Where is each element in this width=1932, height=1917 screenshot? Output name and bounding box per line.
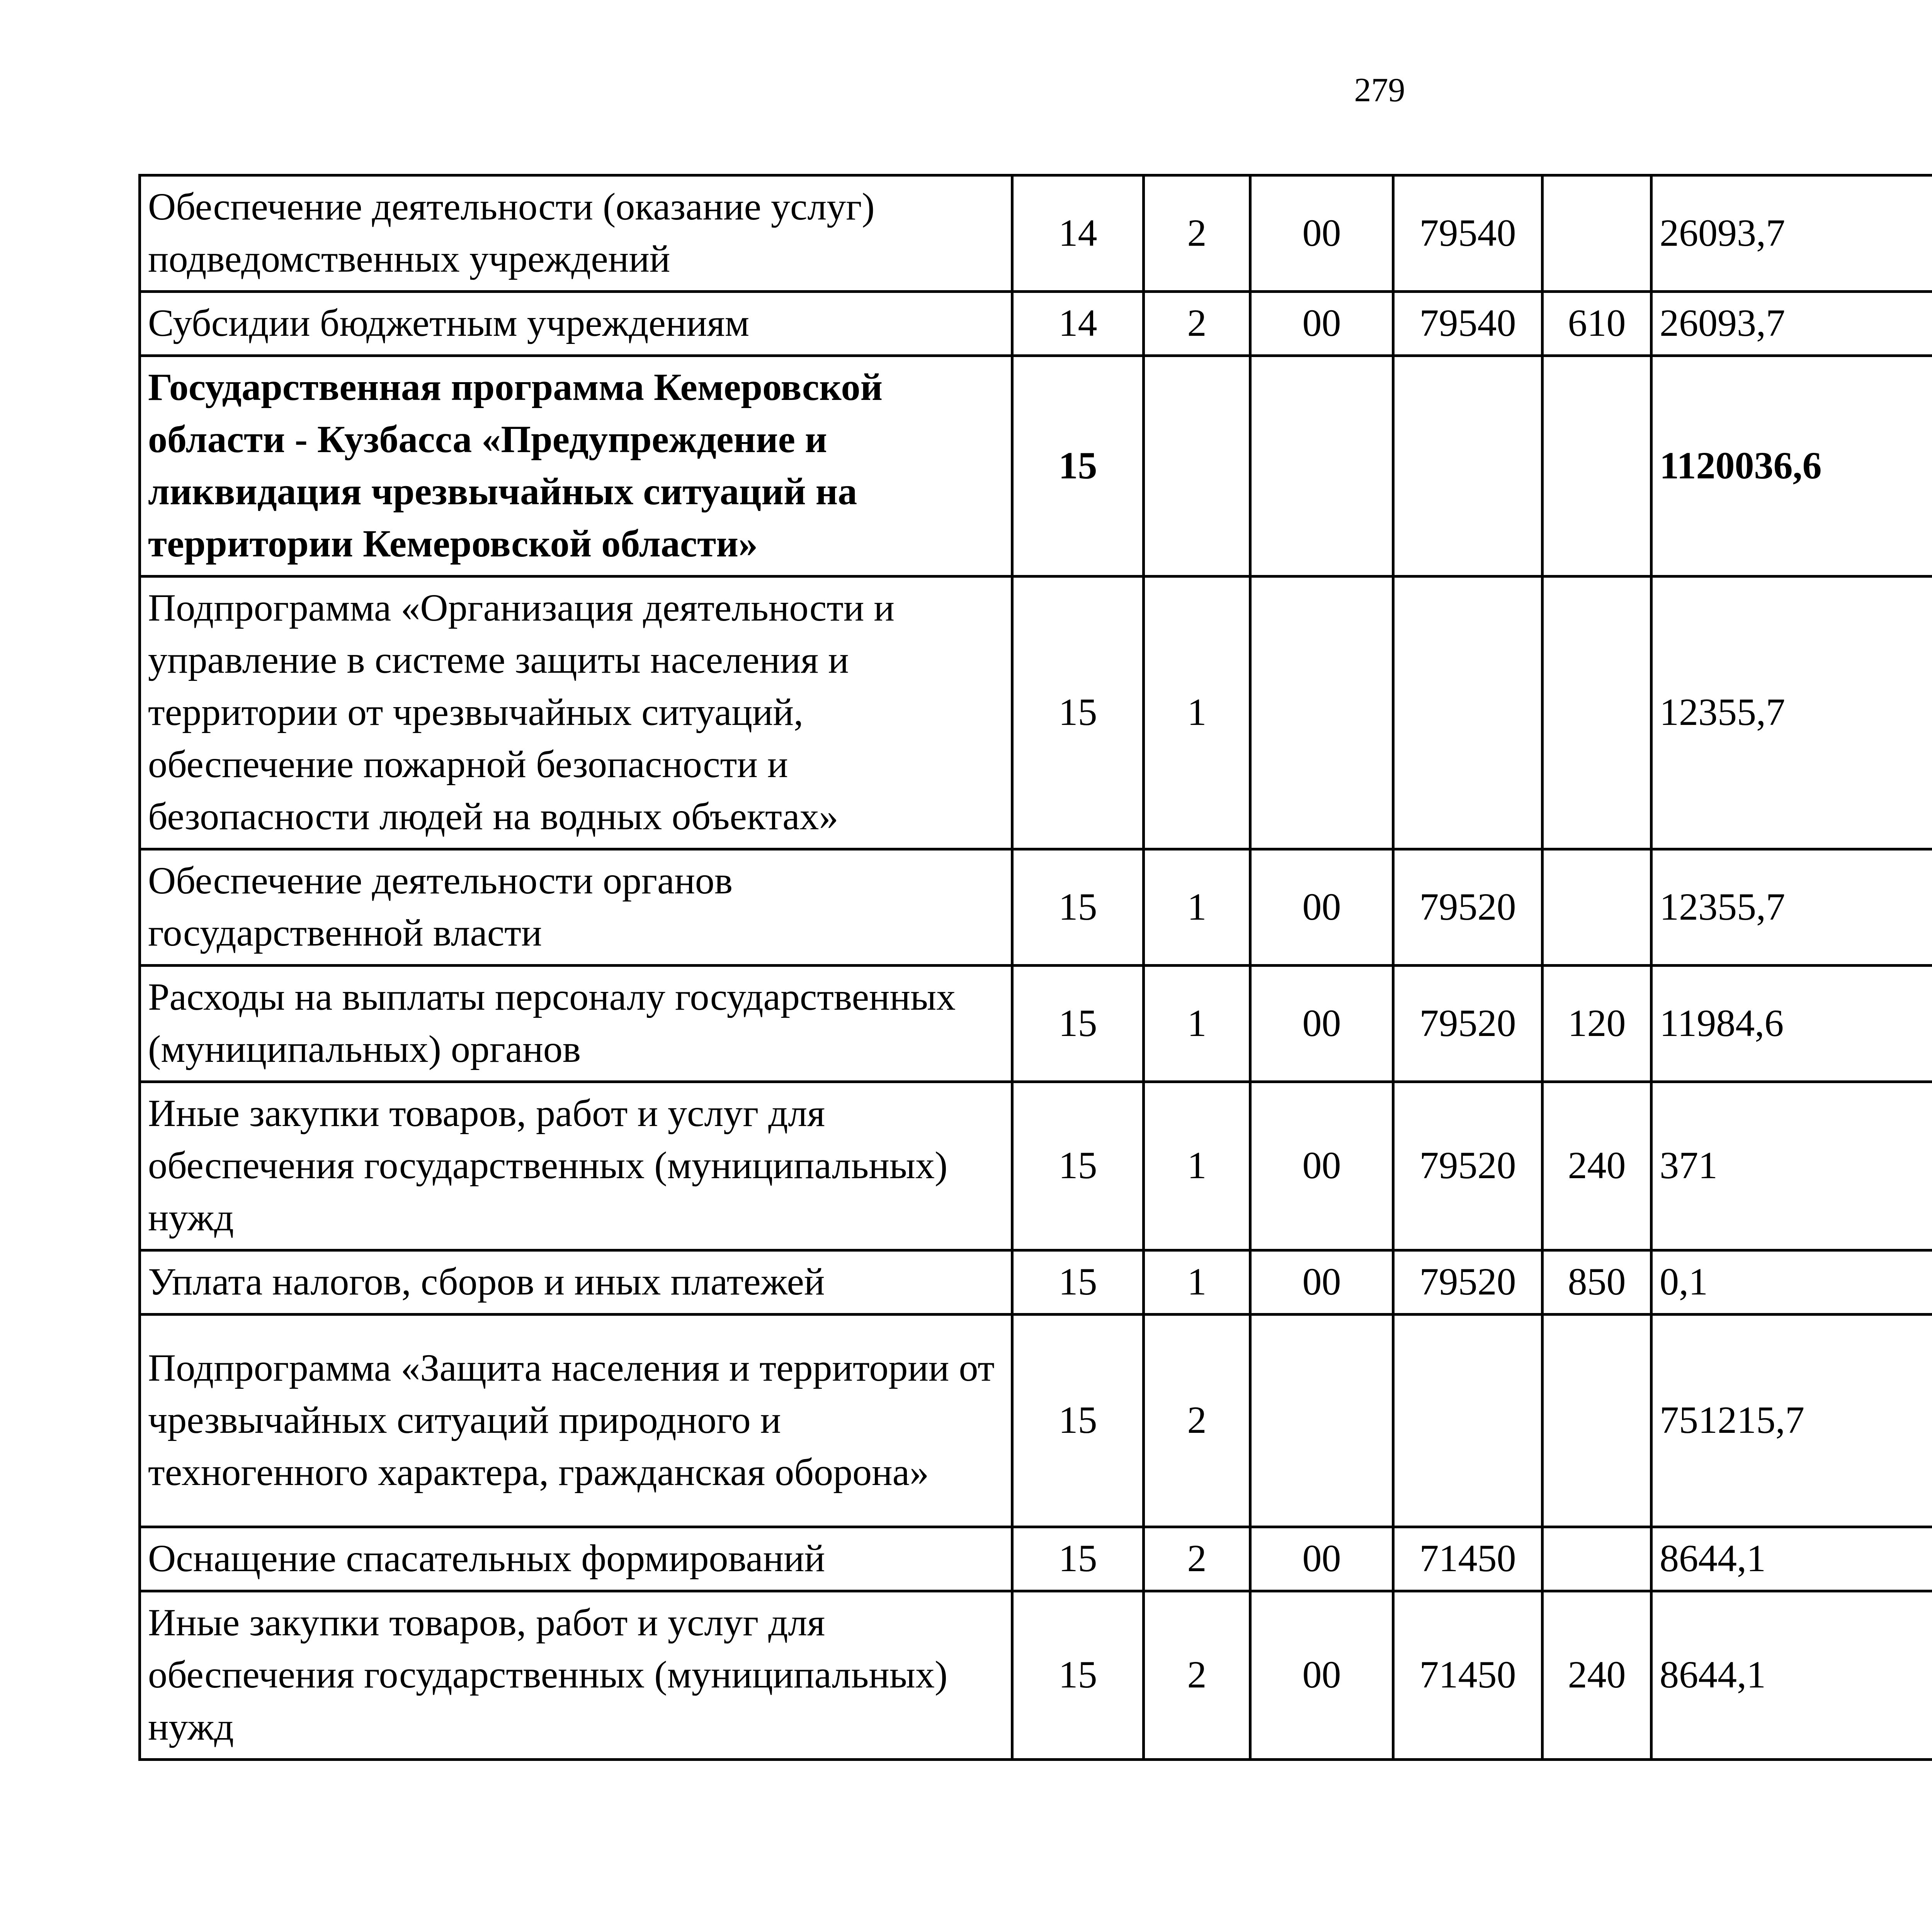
table-row bbox=[140, 1591, 1932, 1760]
code-00-cell bbox=[1250, 577, 1393, 849]
expense-type-cell: 120 bbox=[1543, 966, 1651, 1082]
direction-code-cell: 79540 bbox=[1393, 175, 1543, 292]
budget-table bbox=[138, 174, 1932, 1761]
row-name-cell: Субсидии бюджетным учреждениям bbox=[140, 292, 1012, 356]
code-00-cell: 00 bbox=[1250, 1527, 1393, 1591]
expense-type-cell bbox=[1543, 1527, 1651, 1591]
amount-year1-cell: 26093,7 bbox=[1651, 292, 1932, 356]
row-name-cell: Иные закупки товаров, работ и услуг для обеспечения государственных (муниципальных) нужд bbox=[140, 1082, 1012, 1250]
table-row bbox=[140, 1315, 1932, 1527]
subprogram-code-cell: 1 bbox=[1144, 1250, 1250, 1315]
budget-table-body bbox=[140, 175, 1932, 1760]
code-00-cell: 00 bbox=[1250, 292, 1393, 356]
program-code-cell: 14 bbox=[1012, 175, 1144, 292]
row-name-cell: Государственная программа Кемеровской области - Кузбасса «Предупреждение и ликвидация чрезвычайных ситуаций на территории Кемеровской области» bbox=[140, 356, 1012, 577]
expense-type-cell: 610 bbox=[1543, 292, 1651, 356]
program-code-cell: 15 bbox=[1012, 356, 1144, 577]
table-row bbox=[140, 1250, 1932, 1315]
expense-type-cell bbox=[1543, 175, 1651, 292]
code-00-cell: 00 bbox=[1250, 849, 1393, 966]
row-name-cell: Обеспечение деятельности органов государственной власти bbox=[140, 849, 1012, 966]
direction-code-cell: 71450 bbox=[1393, 1527, 1543, 1591]
direction-code-cell: 79520 bbox=[1393, 1082, 1543, 1250]
subprogram-code-cell: 2 bbox=[1144, 1527, 1250, 1591]
row-name-cell: Уплата налогов, сборов и иных платежей bbox=[140, 1250, 1012, 1315]
direction-code-cell bbox=[1393, 577, 1543, 849]
subprogram-code-cell: 2 bbox=[1144, 1591, 1250, 1760]
table-row bbox=[140, 356, 1932, 577]
subprogram-code-cell: 2 bbox=[1144, 292, 1250, 356]
subprogram-code-cell: 2 bbox=[1144, 1315, 1250, 1527]
program-code-cell: 15 bbox=[1012, 966, 1144, 1082]
code-00-cell bbox=[1250, 1315, 1393, 1527]
table-row bbox=[140, 1527, 1932, 1591]
subprogram-code-cell: 1 bbox=[1144, 577, 1250, 849]
expense-type-cell bbox=[1543, 356, 1651, 577]
direction-code-cell bbox=[1393, 356, 1543, 577]
program-code-cell: 15 bbox=[1012, 1250, 1144, 1315]
program-code-cell: 15 bbox=[1012, 1082, 1144, 1250]
row-name-cell: Подпрограмма «Защита населения и территории от чрезвычайных ситуаций природного и техногенного характера, гражданская оборона» bbox=[140, 1315, 1012, 1527]
row-name-cell: Иные закупки товаров, работ и услуг для обеспечения государственных (муниципальных) нужд bbox=[140, 1591, 1012, 1760]
row-name-cell: Подпрограмма «Организация деятельности и управление в системе защиты населения и территории от чрезвычайных ситуаций, обеспечение пожарной безопасности и безопасности людей на водных объектах» bbox=[140, 577, 1012, 849]
row-name-cell: Обеспечение деятельности (оказание услуг) подведомственных учреждений bbox=[140, 175, 1012, 292]
expense-type-cell: 850 bbox=[1543, 1250, 1651, 1315]
page-number: 279 bbox=[1354, 71, 1405, 109]
amount-year1-cell: 11984,6 bbox=[1651, 966, 1932, 1082]
subprogram-code-cell bbox=[1144, 356, 1250, 577]
program-code-cell: 15 bbox=[1012, 1591, 1144, 1760]
direction-code-cell: 79520 bbox=[1393, 1250, 1543, 1315]
expense-type-cell: 240 bbox=[1543, 1082, 1651, 1250]
amount-year1-cell: 12355,7 bbox=[1651, 849, 1932, 966]
program-code-cell: 15 bbox=[1012, 849, 1144, 966]
table-row bbox=[140, 577, 1932, 849]
program-code-cell: 15 bbox=[1012, 1315, 1144, 1527]
amount-year1-cell: 26093,7 bbox=[1651, 175, 1932, 292]
amount-year1-cell: 8644,1 bbox=[1651, 1591, 1932, 1760]
subprogram-code-cell: 1 bbox=[1144, 849, 1250, 966]
amount-year1-cell: 371 bbox=[1651, 1082, 1932, 1250]
table-row bbox=[140, 292, 1932, 356]
table-row bbox=[140, 1082, 1932, 1250]
direction-code-cell: 71450 bbox=[1393, 1591, 1543, 1760]
direction-code-cell: 79520 bbox=[1393, 966, 1543, 1082]
direction-code-cell: 79520 bbox=[1393, 849, 1543, 966]
program-code-cell: 14 bbox=[1012, 292, 1144, 356]
program-code-cell: 15 bbox=[1012, 577, 1144, 849]
amount-year1-cell: 1120036,6 bbox=[1651, 356, 1932, 577]
program-code-cell: 15 bbox=[1012, 1527, 1144, 1591]
amount-year1-cell: 12355,7 bbox=[1651, 577, 1932, 849]
subprogram-code-cell: 1 bbox=[1144, 1082, 1250, 1250]
expense-type-cell: 240 bbox=[1543, 1591, 1651, 1760]
direction-code-cell: 79540 bbox=[1393, 292, 1543, 356]
subprogram-code-cell: 1 bbox=[1144, 966, 1250, 1082]
amount-year1-cell: 8644,1 bbox=[1651, 1527, 1932, 1591]
code-00-cell: 00 bbox=[1250, 1250, 1393, 1315]
code-00-cell: 00 bbox=[1250, 966, 1393, 1082]
expense-type-cell bbox=[1543, 849, 1651, 966]
code-00-cell: 00 bbox=[1250, 1082, 1393, 1250]
table-row bbox=[140, 175, 1932, 292]
expense-type-cell bbox=[1543, 1315, 1651, 1527]
amount-year1-cell: 0,1 bbox=[1651, 1250, 1932, 1315]
table-row bbox=[140, 966, 1932, 1082]
code-00-cell: 00 bbox=[1250, 175, 1393, 292]
row-name-cell: Расходы на выплаты персоналу государственных (муниципальных) органов bbox=[140, 966, 1012, 1082]
code-00-cell: 00 bbox=[1250, 1591, 1393, 1760]
expense-type-cell bbox=[1543, 577, 1651, 849]
code-00-cell bbox=[1250, 356, 1393, 577]
row-name-cell: Оснащение спасательных формирований bbox=[140, 1527, 1012, 1591]
amount-year1-cell: 751215,7 bbox=[1651, 1315, 1932, 1527]
direction-code-cell bbox=[1393, 1315, 1543, 1527]
table-row bbox=[140, 849, 1932, 966]
subprogram-code-cell: 2 bbox=[1144, 175, 1250, 292]
